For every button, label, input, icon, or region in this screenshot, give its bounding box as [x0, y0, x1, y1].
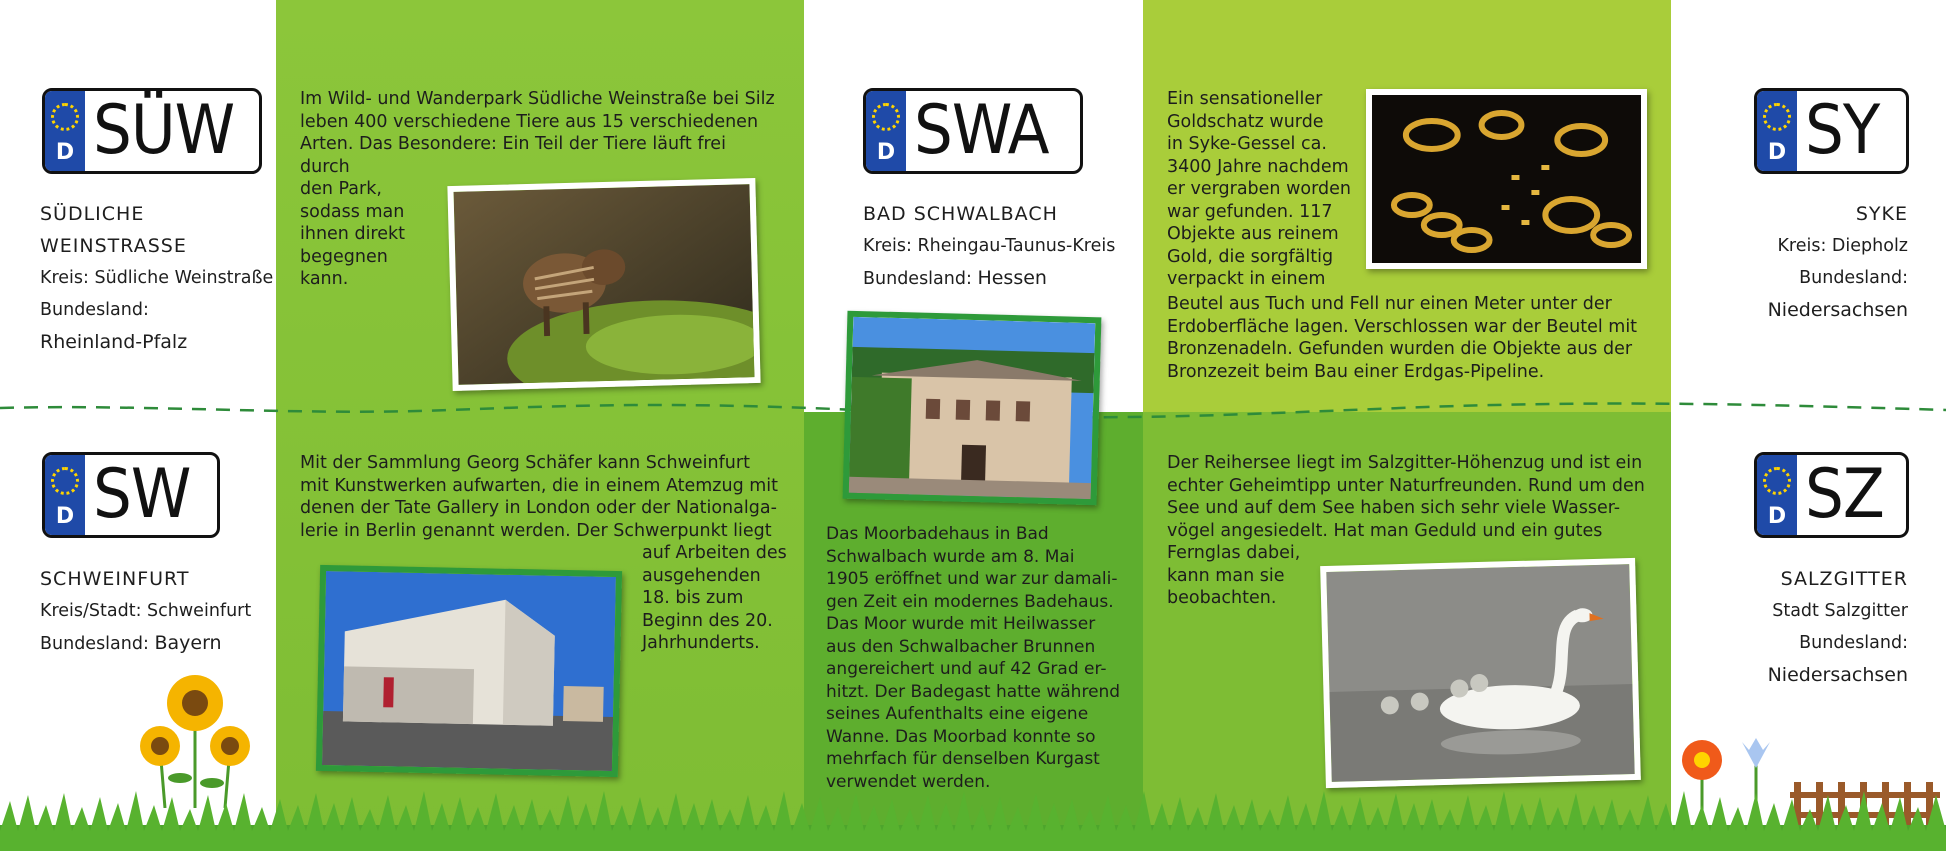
eu-stars-icon [51, 103, 79, 131]
license-plate-sy [1754, 88, 1909, 174]
text-line: in Syke-Gessel ca. [1167, 134, 1327, 154]
kreis-label: Kreis: Rheingau-Taunus-Kreis [863, 236, 1116, 256]
text-line: gen Zeit ein modernes Badehaus. [826, 591, 1114, 612]
text-line: Das Moorbadehaus in Bad [826, 524, 1049, 544]
text-line: vögel angesiedelt. Hat man Geduld und ein gutes [1167, 520, 1603, 541]
text-line: Im Wild- und Wanderpark Südliche Weinstraße bei Silz [300, 89, 775, 109]
sy-info [1690, 198, 1908, 326]
text-line: 18. bis zum [642, 588, 744, 608]
sy-text-block-2 [1167, 293, 1667, 383]
sw-info [40, 563, 280, 660]
bundesland-row [863, 262, 1143, 295]
license-plate-sz [1754, 452, 1909, 538]
text-line: Wanne. Das Moorbad konnte so [826, 726, 1096, 747]
text-line: angereichert und auf 42 Grad er- [826, 659, 1107, 679]
text-line: Der Reihersee liegt im Salzgitter-Höhenzug und ist ein [1167, 453, 1643, 473]
swa-text-block [826, 523, 1136, 793]
kreis-label: Kreis/Stadt: Schweinfurt [40, 601, 252, 621]
text-line: sodass man [300, 201, 405, 222]
text-line: echter Geheimtipp unter Naturfreunden. Rund um den [1167, 475, 1645, 496]
license-plate-suew [42, 88, 262, 174]
text-line: 3400 Jahre nachdem [1167, 156, 1349, 177]
text-line: ihnen direkt [300, 224, 406, 244]
text-line: Jahrhunderts. [642, 633, 760, 653]
text-line: Mit der Sammlung Georg Schäfer kann Schweinfurt [300, 453, 750, 473]
license-plate-swa [863, 88, 1083, 174]
text-line: 1905 eröffnet und war zur damali- [826, 569, 1118, 589]
plate-code: SWA [914, 91, 1049, 170]
text-line: Schwalbach wurde am 8. Mai [826, 546, 1075, 567]
kreis-label: Kreis: Südliche Weinstraße [40, 268, 274, 288]
text-line: kann man sie [1167, 565, 1285, 586]
swa-info [863, 198, 1143, 295]
text-line: kann. [300, 269, 349, 289]
text-line: Fernglas dabei, [1167, 543, 1301, 563]
plate-code: SZ [1805, 455, 1884, 534]
text-line: denen der Tate Gallery in London oder der Nationalga- [300, 498, 777, 518]
sw-text-block [300, 452, 790, 542]
bundesland-value: Hessen [977, 267, 1047, 289]
country-code: D [1767, 140, 1787, 165]
eu-stars-icon [51, 467, 79, 495]
bundesland-value: Bayern [154, 632, 222, 654]
district-name-line2: WEINSTRASSE [40, 235, 187, 257]
text-line: Beginn des 20. [642, 610, 773, 631]
text-line: mehrfach für denselben Kurgast [826, 749, 1100, 769]
photo-gold-treasure [1366, 89, 1647, 269]
text-line: Beutel aus Tuch und Fell nur einen Meter unter der [1167, 294, 1612, 314]
country-code: D [876, 140, 896, 165]
sz-info [1690, 563, 1908, 691]
bundesland-label: Bundesland: [40, 300, 149, 320]
bundesland-value: Niedersachsen [1767, 664, 1908, 686]
text-line: hitzt. Der Badegast hatte während [826, 681, 1121, 702]
text-line: See und auf dem See haben sich sehr viele Wasser- [1167, 498, 1621, 518]
country-code: D [55, 504, 75, 529]
bundesland-row [40, 627, 280, 660]
photo-wild-boar [447, 178, 760, 391]
bundesland-label: Bundesland: [1799, 633, 1908, 653]
country-code: D [55, 140, 75, 165]
text-line: Bronzenadeln. Gefunden wurden die Objekte aus der [1167, 339, 1633, 359]
text-line: Objekte aus reinem [1167, 224, 1339, 244]
plate-code: SW [93, 455, 191, 534]
district-name-line1: SÜDLICHE [40, 203, 145, 225]
text-line: mit Kunstwerken aufwarten, die in einem Atemzug mit [300, 475, 779, 496]
district-name: SYKE [1855, 203, 1908, 225]
text-line: begegnen [300, 246, 388, 267]
eu-stars-icon [872, 103, 900, 131]
text-line: lerie in Berlin genannt werden. Der Schwerpunkt liegt [300, 520, 772, 541]
text-line: aus den Schwalbacher Brunnen [826, 636, 1096, 657]
eu-stars-icon [1763, 103, 1791, 131]
plate-code: SY [1805, 91, 1880, 170]
license-plate-sw [42, 452, 220, 538]
kreis-label: Stadt Salzgitter [1772, 601, 1908, 621]
bundesland-label: Bundesland: [863, 269, 972, 289]
district-name: SALZGITTER [1780, 568, 1908, 590]
text-line: war gefunden. 117 [1167, 201, 1333, 222]
text-line: Arten. Das Besondere: Ein Teil der Tiere läuft frei durch [300, 134, 726, 177]
grass-border [0, 791, 1946, 851]
bundesland-value: Niedersachsen [1767, 299, 1908, 321]
text-line: den Park, [300, 179, 382, 199]
text-line: leben 400 verschiedene Tiere aus 15 verschiedenen [300, 111, 759, 132]
sw-text-block-2 [642, 542, 792, 655]
plate-code: SÜW [93, 91, 235, 170]
bundesland-label: Bundesland: [40, 634, 149, 654]
district-name: SCHWEINFURT [40, 568, 190, 590]
text-line: Bronzezeit beim Bau einer Erdgas-Pipeline. [1167, 361, 1545, 382]
bundesland-value: Rheinland-Pfalz [40, 331, 188, 353]
text-line: er vergraben worden [1167, 179, 1351, 199]
text-line: auf Arbeiten des [642, 543, 787, 563]
text-line: Erdoberfläche lagen. Verschlossen war der Beutel mit [1167, 316, 1638, 337]
eu-stars-icon [1763, 467, 1791, 495]
text-line: Ein sensationeller [1167, 89, 1323, 109]
text-line: Goldschatz wurde [1167, 111, 1324, 132]
sy-text-block [1167, 88, 1367, 291]
country-code: D [1767, 504, 1787, 529]
sunflower-illustration [130, 668, 260, 808]
bundesland-label: Bundesland: [1799, 268, 1908, 288]
kreis-label: Kreis: Diepholz [1777, 236, 1908, 256]
text-line: verwendet werden. [826, 771, 991, 792]
photo-museum-building [316, 565, 622, 777]
text-line: Gold, die sorgfältig [1167, 246, 1334, 267]
text-line: ausgehenden [642, 565, 761, 586]
text-line: verpackt in einem [1167, 269, 1326, 289]
text-line: seines Aufenthalts eine eigene [826, 704, 1089, 724]
text-line: beobachten. [1167, 588, 1277, 608]
photo-moorbadehaus [843, 311, 1102, 506]
suew-info [40, 198, 280, 358]
text-line: Das Moor wurde mit Heilwasser [826, 614, 1096, 634]
district-name: BAD SCHWALBACH [863, 203, 1058, 225]
photo-swan [1320, 558, 1641, 788]
